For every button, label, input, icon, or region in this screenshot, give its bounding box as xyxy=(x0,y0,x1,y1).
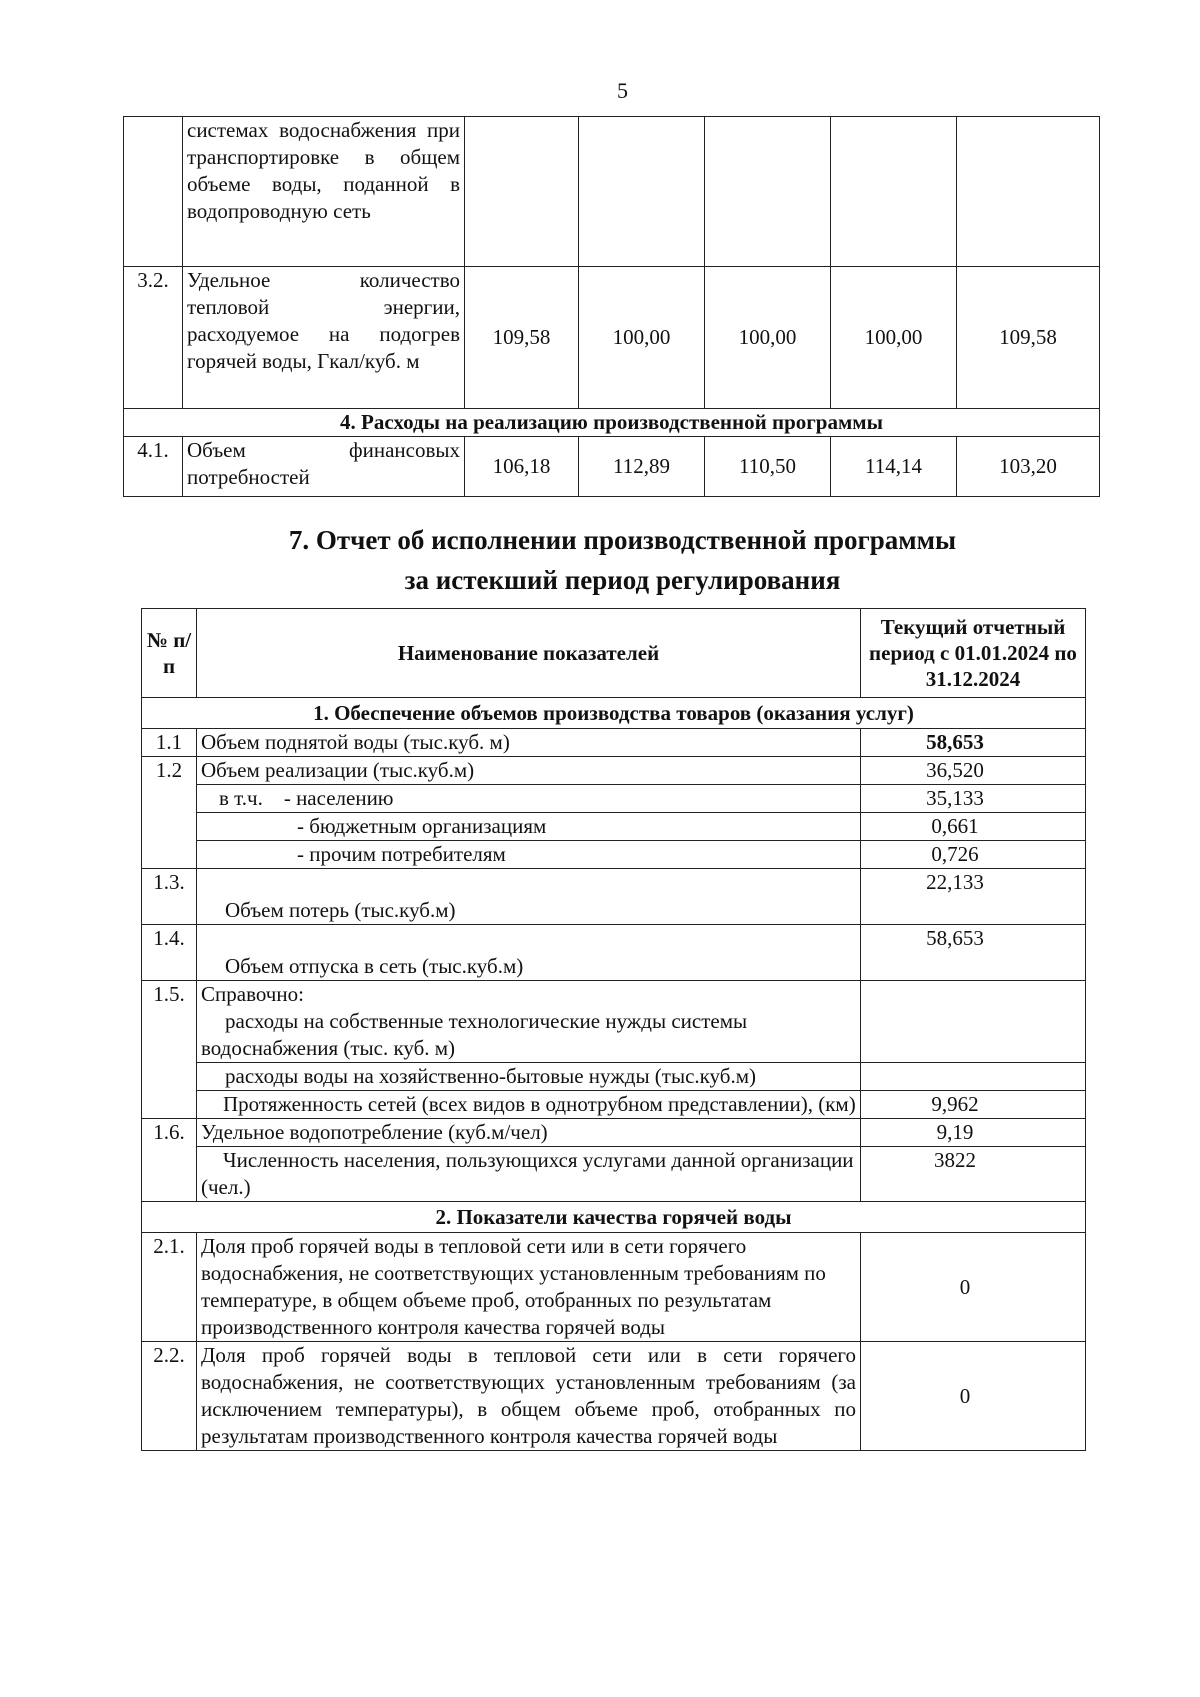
indicator-name-cell: системах водоснабжения при транспортировке в общем объеме воды, поданной в водопроводную сеть xyxy=(183,117,465,267)
value-cell xyxy=(465,117,579,267)
indicator-name-cell: - прочим потребителям xyxy=(197,841,861,869)
indicators-table-continuation xyxy=(123,116,1100,497)
row-number-cell xyxy=(124,117,183,267)
value-cell xyxy=(861,1063,1086,1091)
indicator-name-cell: расходы воды на хозяйственно-бытовые нужды (тыс.куб.м) xyxy=(197,1063,861,1091)
value-cell: 9,962 xyxy=(861,1091,1086,1119)
row-number-cell: 4.1. xyxy=(124,437,183,497)
row-number-cell: 1.5. xyxy=(142,981,197,1119)
value-cell: 109,58 xyxy=(957,267,1100,409)
header-indicator-name: Наименование показателей xyxy=(197,609,861,698)
section-heading: 4. Расходы на реализацию производственной программы xyxy=(124,409,1100,437)
table-row xyxy=(142,925,1086,981)
table-header-row xyxy=(142,609,1086,698)
section-heading: 1. Обеспечение объемов производства товаров (оказания услуг) xyxy=(142,698,1086,729)
indicator-name-cell: Протяженность сетей (всех видов в однотрубном представлении), (км) xyxy=(197,1091,861,1119)
value-cell: 35,133 xyxy=(861,785,1086,813)
value-cell: 9,19 xyxy=(861,1119,1086,1147)
value-cell: 22,133 xyxy=(861,869,1086,925)
value-cell: 100,00 xyxy=(831,267,957,409)
value-cell: 0,726 xyxy=(861,841,1086,869)
indicator-name-cell: Численность населения, пользующихся услугами данной организации (чел.) xyxy=(197,1147,861,1202)
indicator-name-cell: Объем финансовых потребностей xyxy=(183,437,465,497)
table-row xyxy=(142,841,1086,869)
indicator-name-cell: Удельное водопотребление (куб.м/чел) xyxy=(197,1119,861,1147)
value-cell xyxy=(861,981,1086,1063)
table-row xyxy=(142,813,1086,841)
row-number-cell: 1.3. xyxy=(142,869,197,925)
row-number-cell: 3.2. xyxy=(124,267,183,409)
value-cell: 109,58 xyxy=(465,267,579,409)
reference-label: Справочно: xyxy=(201,982,304,1006)
section-row xyxy=(142,698,1086,729)
indicator-name-cell: Доля проб горячей воды в тепловой сети или в сети горячего водоснабжения, не соответствующих установленным требованиям по температуре, в общем объеме проб, отобранных по результатам производственного контроля качества горячей воды xyxy=(197,1233,861,1342)
value-cell: 100,00 xyxy=(705,267,831,409)
section-title xyxy=(0,520,1200,600)
table-row xyxy=(142,785,1086,813)
row-number-cell: 2.2. xyxy=(142,1342,197,1451)
value-cell xyxy=(579,117,705,267)
value-cell: 112,89 xyxy=(579,437,705,497)
indicator-name-cell: Объем потерь (тыс.куб.м) xyxy=(197,869,861,925)
row-number-cell: 1.2 xyxy=(142,757,197,869)
indicator-name-cell xyxy=(197,981,861,1063)
value-cell xyxy=(957,117,1100,267)
value-cell: 58,653 xyxy=(861,925,1086,981)
value-cell: 114,14 xyxy=(831,437,957,497)
value-cell: 0 xyxy=(861,1233,1086,1342)
row-number-cell: 1.6. xyxy=(142,1119,197,1202)
table-row xyxy=(142,1233,1086,1342)
row-number-cell: 1.1 xyxy=(142,729,197,757)
table-row xyxy=(142,729,1086,757)
header-number: № п/п xyxy=(142,609,197,698)
page-number: 5 xyxy=(617,78,628,103)
section-row xyxy=(142,1202,1086,1233)
section-heading: 2. Показатели качества горячей воды xyxy=(142,1202,1086,1233)
indicator-name-cell: Объем реализации (тыс.куб.м) xyxy=(197,757,861,785)
table-row xyxy=(142,1091,1086,1119)
value-cell: 36,520 xyxy=(861,757,1086,785)
row-number-cell: 2.1. xyxy=(142,1233,197,1342)
table-row xyxy=(142,1147,1086,1202)
table-row xyxy=(142,1342,1086,1451)
reference-detail: расходы на собственные технологические нужды системы водоснабжения (тыс. куб. м) xyxy=(201,1009,748,1060)
indicator-name-cell: Удельное количество тепловой энергии, расходуемое на подогрев горячей воды, Гкал/куб. м xyxy=(183,267,465,409)
value-cell: 110,50 xyxy=(705,437,831,497)
section-title-line1: 7. Отчет об исполнении производственной программы xyxy=(288,525,957,555)
value-cell: 103,20 xyxy=(957,437,1100,497)
table-row xyxy=(142,869,1086,925)
indicator-name-cell: - бюджетным организациям xyxy=(197,813,861,841)
table-row xyxy=(124,267,1100,409)
indicator-name-cell: в т.ч. - населению xyxy=(197,785,861,813)
value-cell: 0,661 xyxy=(861,813,1086,841)
table-row xyxy=(124,117,1100,267)
indicator-name-cell: Объем поднятой воды (тыс.куб. м) xyxy=(197,729,861,757)
table-row xyxy=(124,437,1100,497)
value-cell xyxy=(705,117,831,267)
table-row xyxy=(142,757,1086,785)
section-row xyxy=(124,409,1100,437)
table-row xyxy=(142,1119,1086,1147)
value-cell xyxy=(831,117,957,267)
value-cell: 100,00 xyxy=(579,267,705,409)
indicator-name-cell: Доля проб горячей воды в тепловой сети или в сети горячего водоснабжения, не соответствующих установленным требованиям (за исключением температуры), в общем объеме проб, отобранных по результатам производственного контроля качества горячей воды xyxy=(197,1342,861,1451)
table-row xyxy=(142,1063,1086,1091)
indicator-name-cell: Объем отпуска в сеть (тыс.куб.м) xyxy=(197,925,861,981)
value-cell: 0 xyxy=(861,1342,1086,1451)
header-reporting-period: Текущий отчетный период с 01.01.2024 по 31.12.2024 xyxy=(861,609,1086,698)
table-row xyxy=(142,981,1086,1063)
value-cell: 106,18 xyxy=(465,437,579,497)
value-cell: 3822 xyxy=(861,1147,1086,1202)
section-title-line2: за истекший период регулирования xyxy=(404,565,841,595)
production-program-report-table xyxy=(141,608,1086,1451)
row-number-cell: 1.4. xyxy=(142,925,197,981)
value-cell: 58,653 xyxy=(861,729,1086,757)
